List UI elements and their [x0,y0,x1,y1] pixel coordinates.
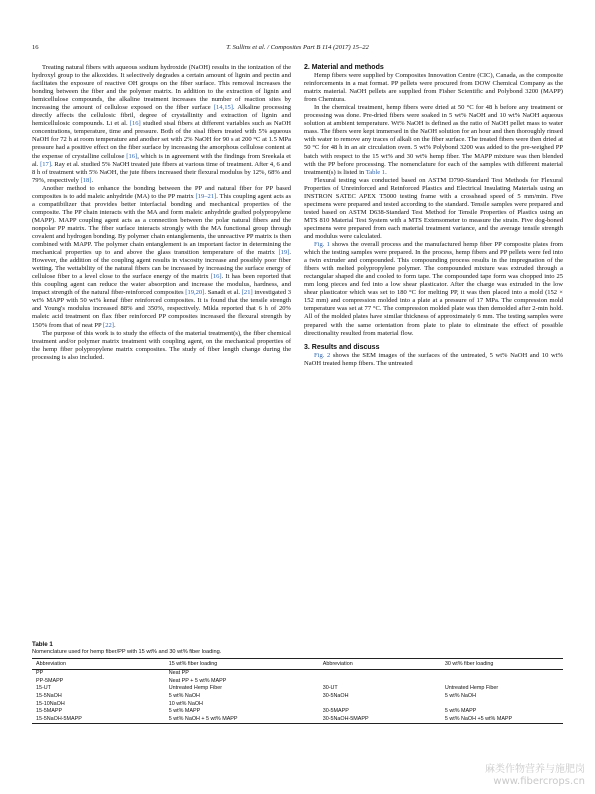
table-cell [441,670,563,678]
table-cell: 30-5NaOH [322,692,349,699]
table-row [32,693,563,701]
section-heading: 2. Material and methods [304,64,384,71]
running-header [32,44,563,58]
table-row [32,700,563,708]
citation-link[interactable]: Fig. 2 [314,351,331,359]
table-cell: Neat PP + 5 wt% MAPP [168,677,227,684]
paragraph-text: . Alkaline processing directly affects the cellulosic fibril, degree of crystallinity and extraction of lignin and hemicellulosic compounds. Li et al. [32,104,292,128]
table-header-cell: 30 wt% fiber loading [444,661,494,667]
paragraph-text: investigated 3 wt% MAPP with 50 wt% kenaf fiber reinforced composites. It is found that the tensile strength and Young's modulus increased 88% and 350%, respectively. Mikla reported that 6 h of 20% maleic acid treatment on flax fiber reinforced PP composites increased the flexural strength by 150% from that of neat PP [32,289,291,329]
left-column [32,64,291,362]
table-cell: 15-5NaOH-5MAPP [36,715,82,722]
table-cell: Untreated Hemp Fiber [168,685,223,692]
paragraph-text: Another method to enhance the bonding between the PP and natural fiber for PP based composites is to add maleic anhydride (MA) to the PP matrix [32,184,291,200]
paragraph-text: In the chemical treatment, hemp fibers were dried at 50 °C for 48 h before any treatment or processing was done. Pre-dried fibers were soaked in 5 wt% NaOH and 10 wt% NaOH aqueous solution at ambient temperature. Wt% NaOH is defined as the ratio of NaOH pellet mass to water mass. The fibers were kept immersed in the NaOH solution for an hour and then thoroughly rinsed with water to remove any traces of alkali on the fiber surface. The treated fibers were then dried at 50 °C for 48 h in an air circulation oven. 5 wt% Polybond 3200 was added to the pre-weighed PP batch with respect to the 15 wt% and 30 wt% hemp fiber. The MAPP mixture was then blended with the PP before processing. The nomenclature for each of the samples with different material treatment(s) is listed in [304,104,563,176]
material-methods-section [304,64,563,338]
paragraph-text: . It has been reported that this coupling agent can reduce the water absorption and increase the modulus, hardness, and impact strength of the natural fiber-reinforced composites [32,273,291,297]
table-title: Table 1 [32,641,53,648]
right-column [304,64,563,368]
paragraph [304,104,563,176]
table-row [32,670,563,678]
table-cell: 5 wt% NaOH +5 wt% MAPP [444,715,513,722]
citation-link[interactable]: [17] [40,160,52,168]
citation-link[interactable]: [14,15] [213,104,233,112]
table-cell: 5 wt% MAPP [168,708,201,715]
citation-link[interactable]: [21] [241,289,253,297]
watermark-url: www.fibercrops.cn [493,776,585,787]
table-header-cell: Abbreviation [36,661,66,667]
table-row [32,708,563,716]
table-cell: 10 wt% NaOH [168,700,203,707]
paragraph [304,352,563,368]
table-cell [319,678,441,686]
table-cell: 5 wt% NaOH [168,692,200,699]
nomenclature-table [32,658,563,724]
table-cell: PP-5MAPP [36,677,64,684]
table-cell [319,700,441,708]
results-section [304,338,563,368]
table-row [32,678,563,686]
paragraph-text: , which is in agreement with the findings from Sreekala et al. [32,152,291,168]
citation-link[interactable]: [16] [210,273,222,281]
citation-link[interactable]: [22] [103,321,114,329]
table-cell: 30-5MAPP [322,708,349,715]
paragraph-text: . Ray et al. studied 5% NaOH treated jute fibers at various time of treatment. After 4, 6 and 8 h of treatment with 5% NaOH, the jute fibers increased their flexural modulus by 12%, 68% and 79%, respectively [32,160,292,184]
citation-link[interactable]: Fig. 1 [314,241,330,249]
table-cell: 15-5NaOH [36,692,62,699]
paragraph-text: . Sanadi et al. [204,289,242,297]
table-cell: 15-UT [36,685,51,692]
paragraph [304,177,563,241]
paragraph-text: Flexural testing was conducted based on ASTM D790-Standard Test Methods for Flexural Properties of Unreinforced and Reinforced Plastics and Electrical Insulating Materials using an INSTRON SATEC APEX T5000 testing frame with a crosshead speed of 5 mm/min. Five specimens were prepared and tested according to the standard. Tensile samples were prepared and tested based on ASTM D638-Standard Test Method for Tensile Properties of Plastics using an MTS 810 Material Test System with a MTS Extensometer to measure the strain. Five dog-boned specimens were prepared from each material treatment variance, and the average tensile strength and modulus were calculated. [304,176,563,240]
table-cell: 15-10NaOH [36,700,65,707]
paragraph-text: Treating natural fibers with aqueous sodium hydroxide (NaOH) results in the ionization of the hydroxyl group to the alkoxides. It selectively degrades a certain amount of lignin and pectin and facilitates the exposure of reactive OH groups on the fiber surface. This removal increases the bonding between the fiber and the polymer matrix. In addition to the extraction of lignin and hemicellulose compounds, the alkaline treatment increases the number of reaction sites by increasing the amount of cellulose exposed on the fiber surface [32,64,291,112]
citation-link[interactable]: [16] [126,152,138,160]
citation-link[interactable]: [19–21] [195,192,217,200]
table-body [32,670,563,724]
table-cell: 5 wt% MAPP [444,708,477,715]
table-row [32,685,563,693]
table-cell: Untreated Hemp Fiber [444,685,499,692]
table-cell: 5 wt% NaOH [444,692,477,699]
watermark-cn: 麻类作物营养与施肥岗 [485,764,585,775]
table-cell: 5 wt% NaOH + 5 wt% MAPP [168,715,238,722]
paragraph [32,330,291,362]
table-header-cell: Abbreviation [322,661,353,667]
paragraph-text: shows the overall process and the manufactured hemp fiber PP composite plates from which the testing samples were prepared. In the process, hemp fibers and PP pellets were fed into a twin extruder and compounded. This compounding process results in the impregnation of the fibers with melted polypropylene polymer. The compounded mixture was extruded through a rectangular shaped die and cooled to form tape. The compounded tape form was chopped into 25 mm long pieces and fed into a low shear plasticator. After the charge was extruded in the low shear plasticator which was set to 180 °C for melting PP, it was then placed into a mold (152 × 152 mm) and compression molded into a plate at a pressure of 17 MPa. The compression mold temperature was set at 77 °C. The compression molded plate was then demolded after 2-min hold. All of the molded plates have similar thickness of approximately 6 mm. The testing samples were prepared with the same orientation from plate to plate to eliminate the effect of possible directionality resulted from material flow. [304,241,564,337]
table-caption: Nomenclature used for hemp fiber/PP with 15 wt% and 30 wt% fiber loading. [32,649,222,655]
table-cell: 30-UT [322,685,338,692]
section-heading: 3. Results and discuss [304,343,380,351]
paragraph-text: . [385,168,387,176]
table-cell [441,700,563,708]
paragraph-text: . [91,176,94,184]
paragraph-text: . However, the addition of the coupling agent results in viscosity increase and possibly poor fiber wetting. The wettability of the natural fibers can be increased by increasing the surface energy of cellulose fiber to a level close to the surface energy of the matrix [32,249,291,281]
watermark [485,764,585,788]
paragraph-text: shows the SEM images of the surfaces of the untreated, 5 wt% NaOH and 10 wt% NaOH treated hemp fibers. The untreated [304,351,563,367]
paragraph-text: . This coupling agent acts as a compatibilizer that provides better interfacial bonding and mechanical properties of the composite. The PP chain interacts with the MA and form maleic anhydride grafted polypropylene (MAPP). MAPP coupling agent acts as a connection between the polar natural fibers and the nonpolar PP matrix. The fiber surface interacts strongly with the MA functional group through covalent and hydrogen bonding. By polymer chain entanglements, the unreactive PP matrix is then combined with MAPP. The polymer chain entanglement is an important factor in determining the mechanical properties up to and above the glass transition temperature of the matrix [32,192,291,257]
table-1 [32,641,563,724]
table-cell [441,678,563,686]
table-cell: PP [36,670,44,677]
page-number: 16 [32,44,39,51]
paragraph-text: The purpose of this work is to study the effects of the material treatment(s), the fiber chemical treatment and/or polymer matrix treatment with coupling agent, on the mechanical properties of the hemp fiber polypropylene matrix composites. The study of fiber length change during the processing is also included. [32,329,291,361]
paragraph-text: Hemp fibers were supplied by Composites Innovation Centre (CIC), Canada, as the composite reinforcements in a mat format. PP pellets were procured from DOW Chemical Company as the matrix material. NaOH pellets are supplied from Fisher Scientific and Polybond 3200 (MAPP) from Chemtura. [304,72,563,104]
table-cell: 15-5MAPP [36,708,63,715]
citation-link[interactable]: Table 1 [365,168,386,176]
table-row [32,715,563,723]
citation-link[interactable]: [16] [129,120,141,128]
citation-link[interactable]: [19,20] [185,289,205,297]
table-cell: 30-5NaOH-5MAPP [322,715,369,722]
table-cell: Neat PP [168,670,189,677]
journal-citation: T. Sullins et al. / Composites Part B 114 (2017) 15–22 [226,44,369,51]
citation-link[interactable]: [19] [278,249,290,257]
paragraph-text: studied sisal fibers at different variables such as NaOH concentrations, temperature, time and pressure. Both of the sisal fibers treated with 5% aqueous NaOH for 72 h at room temperature and another set with 2% NaOH for 90 s at 200 °C at 1.5 MPa pressure had a positive effect on the fiber surface by increasing the amorphous cellulose content at the expense of crystalline cellulose [32,120,291,160]
paragraph [304,241,563,338]
paragraph [32,64,291,185]
table-header-row [32,659,563,670]
paragraph [304,72,563,104]
table-cell [319,670,441,678]
table-header-cell: 15 wt% fiber loading [168,661,218,667]
citation-link[interactable]: [18] [80,176,92,184]
paragraph [32,185,291,330]
paragraph-text: . [113,321,116,329]
